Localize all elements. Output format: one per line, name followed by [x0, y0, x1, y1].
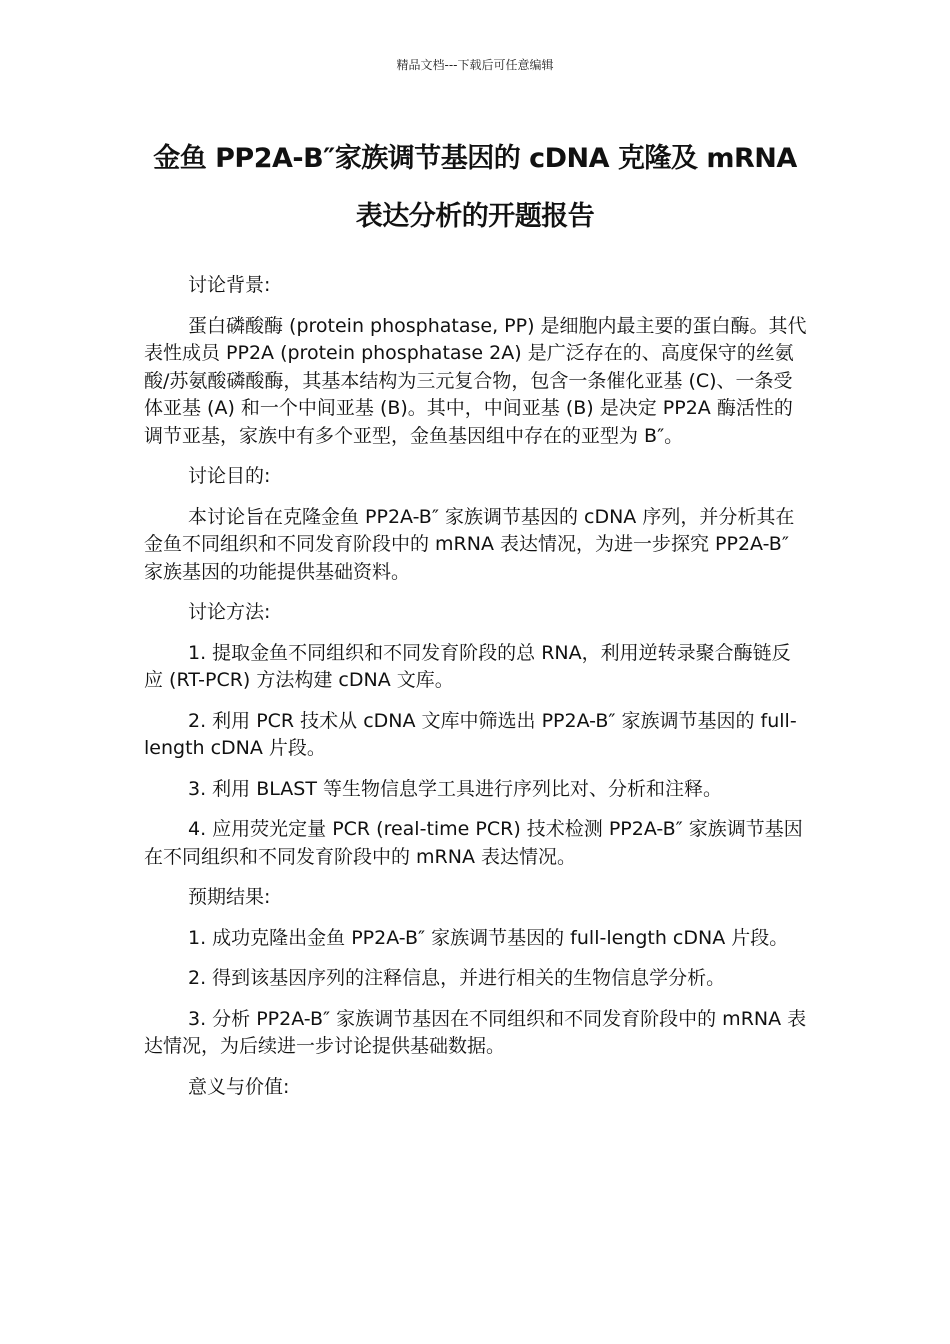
methods-item-3: 3. 利用 BLAST 等生物信息学工具进行序列比对、分析和注释。 [188, 777, 722, 800]
significance-heading: 意义与价值: [188, 1075, 290, 1098]
document-body [144, 272, 809, 1114]
background-paragraph: 蛋白磷酸酶 (protein phosphatase, PP) 是细胞内最主要的蛋白酶。其代表性成员 PP2A (protein phosphatase 2A) 是广泛存在的、高度保守的丝氨酸/苏氨酸磷酸酶，其基本结构为三元复合物，包含一条催化亚基 (C)、一条受体亚基 (A) 和一个中间亚基 (B)。其中，中间亚基 (B) 是决定 PP2A 酶活性的调节亚基，家族中有多个亚型，金鱼基因组中存在的亚型为 B″。 [144, 314, 807, 447]
purpose-paragraph: 本讨论旨在克隆金鱼 PP2A-B″ 家族调节基因的 cDNA 序列，并分析其在金鱼不同组织和不同发育阶段中的 mRNA 表达情况，为进一步探究 PP2A-B″ 家族基因的功能提供基础资料。 [144, 505, 795, 583]
page-header: 精品文档---下载后可任意编辑 [396, 58, 554, 72]
methods-item-1: 1. 提取金鱼不同组织和不同发育阶段的总 RNA，利用逆转录聚合酶链反应 (RT-PCR) 方法构建 cDNA 文库。 [144, 641, 791, 691]
methods-item-2: 2. 利用 PCR 技术从 cDNA 文库中筛选出 PP2A-B″ 家族调节基因的 full-length cDNA 片段。 [144, 709, 797, 759]
results-heading: 预期结果: [188, 886, 271, 908]
methods-heading: 讨论方法: [188, 601, 271, 623]
results-item-3: 3. 分析 PP2A-B″ 家族调节基因在不同组织和不同发育阶段中的 mRNA 表达情况，为后续进一步讨论提供基础数据。 [144, 1007, 807, 1057]
background-heading: 讨论背景: [188, 274, 271, 296]
title-line-1: 金鱼 PP2A-B″家族调节基因的 cDNA 克隆及 mRNA [153, 143, 797, 174]
results-item-1: 1. 成功克隆出金鱼 PP2A-B″ 家族调节基因的 full-length cDNA 片段。 [188, 926, 789, 949]
results-item-2: 2. 得到该基因序列的注释信息，并进行相关的生物信息学分析。 [188, 967, 726, 989]
document-title [110, 130, 840, 246]
methods-item-4: 4. 应用荧光定量 PCR (real-time PCR) 技术检测 PP2A-B″ 家族调节基因在不同组织和不同发育阶段中的 mRNA 表达情况。 [144, 818, 803, 868]
purpose-heading: 讨论目的: [188, 465, 271, 487]
title-line-2: 表达分析的开题报告 [355, 201, 595, 232]
